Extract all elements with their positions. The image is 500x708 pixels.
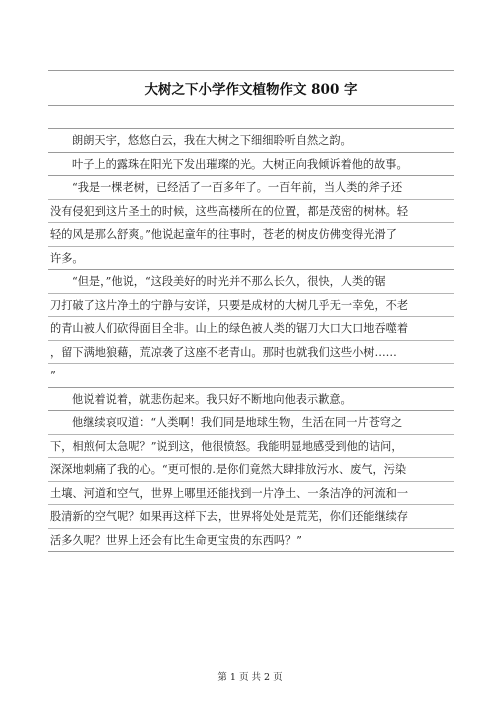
text-line: 叶子上的露珠在阳光下发出璀璨的光。大树正向我倾诉着他的故事。 — [48, 153, 454, 177]
blank-row — [48, 106, 454, 129]
page-footer: 第 1 页 共 2 页 — [217, 672, 283, 683]
text-line: 他继续哀叹道：“人类啊！我们同是地球生物，生活在同一片苍穹之 — [48, 411, 454, 435]
text-line: 轻的风是那么舒爽。”他说起童年的往事时，苍老的树皮仿佛变得光滑了 — [48, 223, 454, 247]
document-title: 大树之下小学作文植物作文 800 字 — [48, 70, 454, 106]
text-line: 下，相煎何太急呢？”说到这，他很愤怒。我能明显地感受到他的诘问， — [48, 435, 454, 459]
text-line: 朗朗天宇，悠悠白云，我在大树之下细细聆听自然之韵。 — [48, 129, 454, 153]
text-line: 刀打破了这片净土的宁静与安详，只要是成材的大树几乎无一幸免，不老 — [48, 294, 454, 318]
text-line: 深深地刺痛了我的心。“更可恨的.是你们竟然大肆排放污水、废气，污染 — [48, 458, 454, 482]
text-line: 活多久呢？世界上还会有比生命更宝贵的东西吗？” — [48, 529, 454, 553]
text-line: 他说着说着，就悲伤起来。我只好不断地向他表示歉意。 — [48, 388, 454, 412]
text-line: 许多。 — [48, 247, 454, 271]
text-line: “我是一棵老树，已经活了一百多年了。一百年前，当人类的斧子还 — [48, 176, 454, 200]
text-line: 的青山被人们砍得面目全非。山上的绿色被人类的锯刀大口大口地吞噬着 — [48, 317, 454, 341]
text-line: ，留下满地狼藉，荒凉袭了这座不老青山。那时也就我们这些小树…… — [48, 341, 454, 365]
document-sheet — [48, 70, 454, 552]
text-line: 没有侵犯到这片圣土的时候，这些高楼所在的位置，都是茂密的树林。轻 — [48, 200, 454, 224]
essay-body — [48, 129, 454, 552]
text-line: “但是，”他说，“这段美好的时光并不那么长久，很快，人类的锯 — [48, 270, 454, 294]
text-line: ” — [48, 364, 454, 388]
text-line: 股清新的空气呢？如果再这样下去，世界将处处是荒芜，你们还能继续存 — [48, 505, 454, 529]
text-line: 土壤、河道和空气，世界上哪里还能找到一片净土、一条洁净的河流和一 — [48, 482, 454, 506]
